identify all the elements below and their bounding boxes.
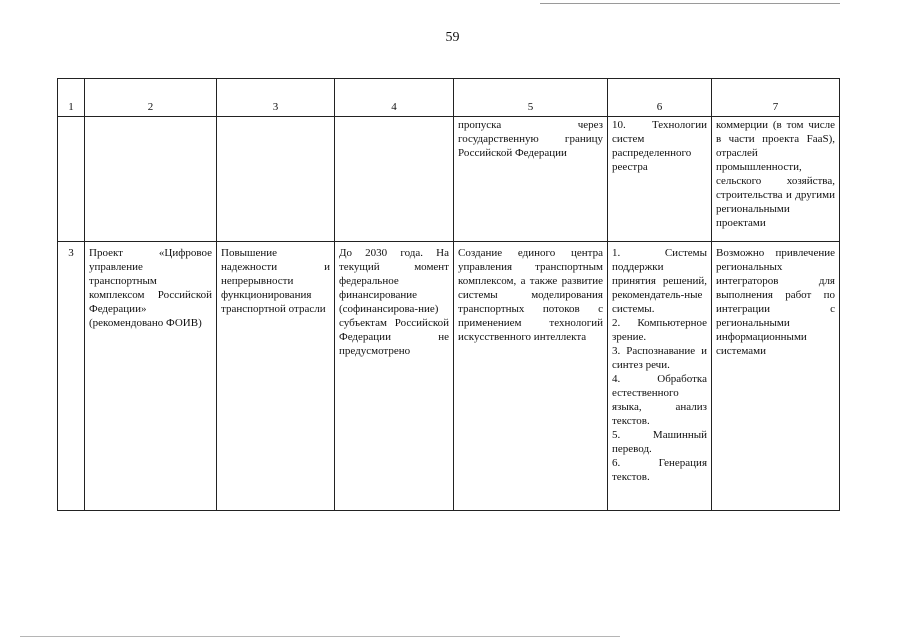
technology-item: 6. Генерация текстов. bbox=[612, 457, 707, 483]
header-cell-2: 2 bbox=[85, 79, 217, 117]
technology-item: 2. Компьютерное зрение. bbox=[612, 317, 707, 343]
table-row bbox=[58, 242, 840, 511]
technology-item: 5. Машинный перевод. bbox=[612, 429, 707, 455]
header-cell-3: 3 bbox=[217, 79, 335, 117]
project-goal: Повышение надежности и непрерывности функционирования транспортной отрасли bbox=[217, 242, 335, 511]
technology-item: 3. Распознавание и синтез речи. bbox=[612, 345, 707, 371]
table-header-row bbox=[58, 79, 840, 117]
table-row bbox=[58, 117, 840, 242]
empty-cell bbox=[335, 117, 454, 242]
continuation-integration: коммерции (в том числе в части проекта FaaS), отраслей промышленности, сельского хозяйства, строительства и другими региональными проектами bbox=[712, 117, 840, 242]
continuation-technology: 10. Технологии систем распределенного реестра bbox=[608, 117, 712, 242]
header-cell-6: 6 bbox=[608, 79, 712, 117]
continuation-description: пропуска через государственную границу Российской Федерации bbox=[454, 117, 608, 242]
project-name: Проект «Цифровое управление транспортным комплексом Российской Федерации» (рекомендовано ФОИВ) bbox=[85, 242, 217, 511]
scan-bottom-edge bbox=[20, 636, 620, 637]
empty-cell bbox=[85, 117, 217, 242]
row-number: 3 bbox=[58, 242, 85, 511]
document-table-wrapper bbox=[57, 78, 840, 511]
project-description: Создание единого центра управления транспортным комплексом, а также развитие системы моделирования транспортных потоков с применением технологий искусственного интеллекта bbox=[454, 242, 608, 511]
header-cell-7: 7 bbox=[712, 79, 840, 117]
header-cell-1: 1 bbox=[58, 79, 85, 117]
header-cell-5: 5 bbox=[454, 79, 608, 117]
technology-item: 4. Обработка естественного языка, анализ текстов. bbox=[612, 373, 707, 427]
empty-cell bbox=[217, 117, 335, 242]
scan-top-edge bbox=[540, 3, 840, 4]
project-funding: До 2030 года. На текущий момент федеральное финансирование (софинансирова-ние) субъектам Российской Федерации не предусмотрено bbox=[335, 242, 454, 511]
header-cell-4: 4 bbox=[335, 79, 454, 117]
page-number: 59 bbox=[445, 30, 460, 45]
technology-list bbox=[608, 242, 712, 511]
technology-item: 1. Системы поддержки принятия решений, рекомендатель-ные системы. bbox=[612, 247, 707, 315]
empty-cell bbox=[58, 117, 85, 242]
document-table bbox=[57, 78, 840, 511]
project-integration: Возможно привлечение региональных интеграторов для выполнения работ по интеграции с региональными информационными системами bbox=[712, 242, 840, 511]
